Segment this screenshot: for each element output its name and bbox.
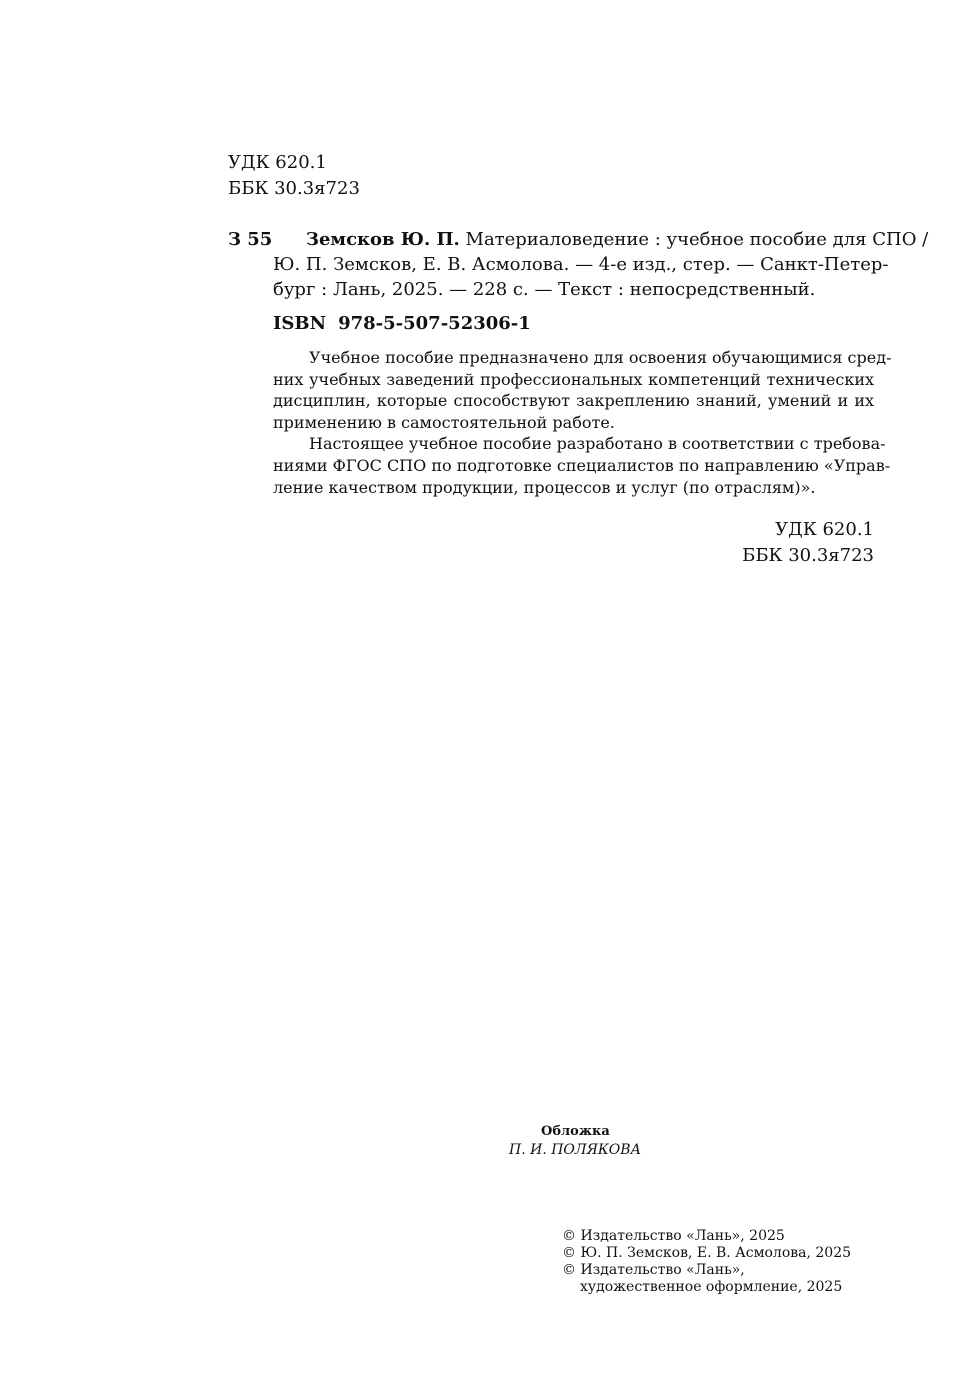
- cover-artist: П. И. ПОЛЯКОВА: [509, 1142, 642, 1158]
- annotation-line: них учебных заведений профессиональных компетенций технических: [273, 369, 874, 389]
- author-name: Земсков Ю. П.: [306, 229, 460, 250]
- annotation-line: Настоящее учебное пособие разработано в соответствии с требова-: [309, 434, 886, 454]
- bbk-code: ББК 30.3я723: [742, 545, 874, 566]
- annotation-line: применению в самостоятельной работе.: [273, 412, 615, 432]
- book-title: Материаловедение : учебное пособие для СПО /: [465, 229, 929, 250]
- annotation-line: ниями ФГОС СПО по подготовке специалистов по направлению «Управ-: [273, 455, 891, 475]
- classification-codes-top: [228, 150, 360, 202]
- annotation-line: ление качеством продукции, процессов и услуг (по отраслям)».: [273, 477, 816, 497]
- cover-credit-title: Обложка: [541, 1124, 610, 1139]
- classification-codes-bottom: [742, 517, 874, 569]
- annotation-line: Учебное пособие предназначено для освоения обучающимися сред-: [309, 348, 892, 367]
- isbn: [273, 313, 531, 334]
- biblio-line-2: Ю. П. Земсков, Е. В. Асмолова. — 4-е изд., стер. — Санкт-Петер-: [273, 254, 889, 275]
- bibliographic-record: [273, 227, 929, 302]
- udk-code: УДК 620.1: [775, 519, 874, 540]
- isbn-number: 978-5-507-52306-1: [338, 313, 531, 334]
- annotation: [273, 347, 892, 498]
- annotation-line: дисциплин, которые способствуют закреплению знаний, умений и их: [273, 391, 874, 411]
- copyright-block: [562, 1228, 851, 1296]
- copyright-line: © Издательство «Лань», 2025: [562, 1228, 785, 1244]
- udk-code: УДК 620.1: [228, 152, 327, 173]
- copyright-line: © Ю. П. Земсков, Е. В. Асмолова, 2025: [562, 1245, 852, 1261]
- author-mark: З 55: [228, 229, 273, 250]
- biblio-line-1: [273, 227, 929, 252]
- biblio-line-3: бург : Лань, 2025. — 228 с. — Текст : непосредственный.: [273, 279, 816, 300]
- copyright-line: художественное оформление, 2025: [580, 1279, 843, 1295]
- bbk-code: ББК 30.3я723: [228, 178, 360, 199]
- copyright-line: © Издательство «Лань»,: [562, 1262, 745, 1278]
- isbn-label: ISBN: [273, 313, 327, 334]
